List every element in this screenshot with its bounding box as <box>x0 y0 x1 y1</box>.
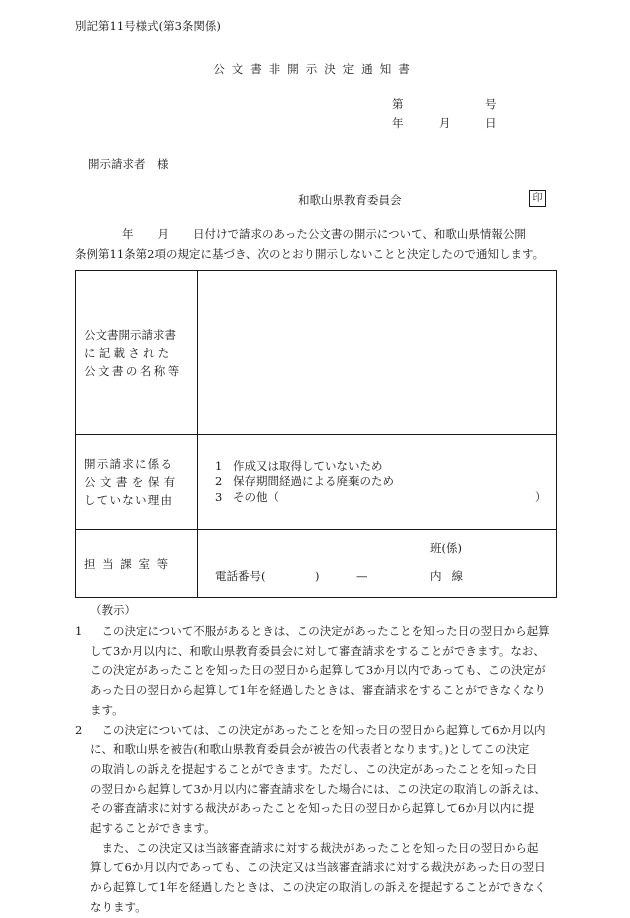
row-staff <box>76 530 557 598</box>
intro-year: 年 <box>122 227 134 241</box>
instruction-line: の翌日から起算して3か月以内に審査請求をした場合には、この決定の取消しの訴えは、 <box>90 781 546 796</box>
row-reason <box>76 435 557 530</box>
reason-text: 保存期間経過による廃棄のため <box>233 474 394 489</box>
intro-month: 月 <box>157 227 169 241</box>
instruction-line: この決定について不服があるときは、この決定があったことを知った日の翌日から起算 <box>90 624 550 638</box>
date-day: 日 <box>485 116 497 130</box>
date-year: 年 <box>392 116 404 130</box>
reason-number: 2 <box>215 474 223 489</box>
intro-paragraph <box>75 224 565 264</box>
reason-option[interactable] <box>215 459 556 475</box>
phone-dash: — <box>356 569 368 583</box>
instruction-line: ます。 <box>90 702 124 717</box>
intro-line-1 <box>75 224 565 244</box>
section-label: 班(係) <box>430 541 462 555</box>
reason-text: 作成又は取得していないため <box>233 458 383 473</box>
seal-mark: 印 <box>529 190 546 207</box>
instruction-number: 1 <box>75 624 83 638</box>
label-reason <box>76 435 198 530</box>
label-line: 担 当 課 室 等 <box>84 556 170 571</box>
date-month: 月 <box>439 116 451 130</box>
instruction-line: あった日の翌日から起算して1年を経過したときは、審査請求をすることができなくなり <box>90 683 546 698</box>
number-go: 号 <box>485 97 497 111</box>
instruction-line: また、この決定又は当該審査請求に対する裁決があったことを知った日の翌日から起 <box>90 840 539 855</box>
reason-number: 1 <box>215 458 223 473</box>
reason-option[interactable] <box>215 474 556 490</box>
instruction-line: の取消しの訴えを提起することができます。ただし、この決定があったことを知った日 <box>90 761 538 776</box>
instruction-line: に、和歌山県を被告(和歌山県教育委員会が被告の代表者となります。)としてこの決定 <box>90 742 530 757</box>
issuer: 和歌山県教育委員会 <box>298 193 402 207</box>
instructions <box>75 622 558 918</box>
instruction-item <box>75 721 558 918</box>
intro-line-2: 条例第11条第2項の規定に基づき、次のとおり開示しないことと決定したので通知します。 <box>75 247 545 261</box>
instruction-number: 2 <box>75 722 83 737</box>
label-line: 開 示 請 求 に 係 る <box>84 457 171 471</box>
label-line: 公文書開示請求書 <box>84 327 176 342</box>
recipient: 開示請求者 様 <box>88 157 169 171</box>
intro-line-1-rest: 日付けで請求のあった公文書の開示について、和歌山県情報公開 <box>193 227 526 241</box>
instruction-line: 算して6か月以内であっても、この決定又は当該審査請求に対する裁決があった日の翌日 <box>90 860 546 875</box>
instruction-line: なります。 <box>90 899 147 914</box>
instruction-line: その審査請求に対する裁決があったことを知った日の翌日から起算して6か月以内に提 <box>90 801 535 816</box>
instruction-line: この決定については、この決定があったことを知った日の翌日から起算して6か月以内 <box>90 722 546 737</box>
label-line: に 記 載 さ れ た <box>84 345 170 360</box>
extension-label: 内線 <box>430 569 473 583</box>
form-reference: 別記第11号様式(第3条関係) <box>75 19 221 33</box>
label-document-name <box>76 271 198 435</box>
document-title: 公文書非開示決定通知書 <box>213 62 417 76</box>
row-document-name <box>76 271 557 435</box>
instructions-heading: （教示） <box>90 603 136 617</box>
instruction-line: 起することができます。 <box>90 821 216 836</box>
instruction-item <box>75 622 558 721</box>
instruction-line: から起算して1年を経過したときは、この決定の取消しの訴えを提起することができなく <box>90 880 546 895</box>
label-line: 公 文 書 の 名 称 等 <box>84 363 179 378</box>
label-staff <box>76 530 198 598</box>
instruction-line: この決定があったことを知った日の翌日から起算して3か月以内であっても、この決定が <box>90 663 546 678</box>
document-name-value[interactable] <box>198 271 557 435</box>
label-line: し て い な い 理 由 <box>84 493 171 507</box>
reason-close-paren: ） <box>535 489 547 504</box>
number-dai: 第 <box>392 97 404 111</box>
staff-value <box>198 530 557 598</box>
phone-close-paren: ) <box>315 569 320 583</box>
reason-option[interactable] <box>215 490 556 506</box>
reason-options <box>198 435 557 530</box>
reason-text: その他（ <box>233 489 279 504</box>
label-line: 公 文 書 を 保 有 <box>84 475 176 489</box>
instruction-line: して3か月以内に、和歌山県教育委員会に対して審査請求をすることができます。なお、 <box>90 643 545 658</box>
phone-label: 電話番号( <box>215 569 266 583</box>
decision-table <box>75 270 557 598</box>
reason-number: 3 <box>215 489 223 504</box>
